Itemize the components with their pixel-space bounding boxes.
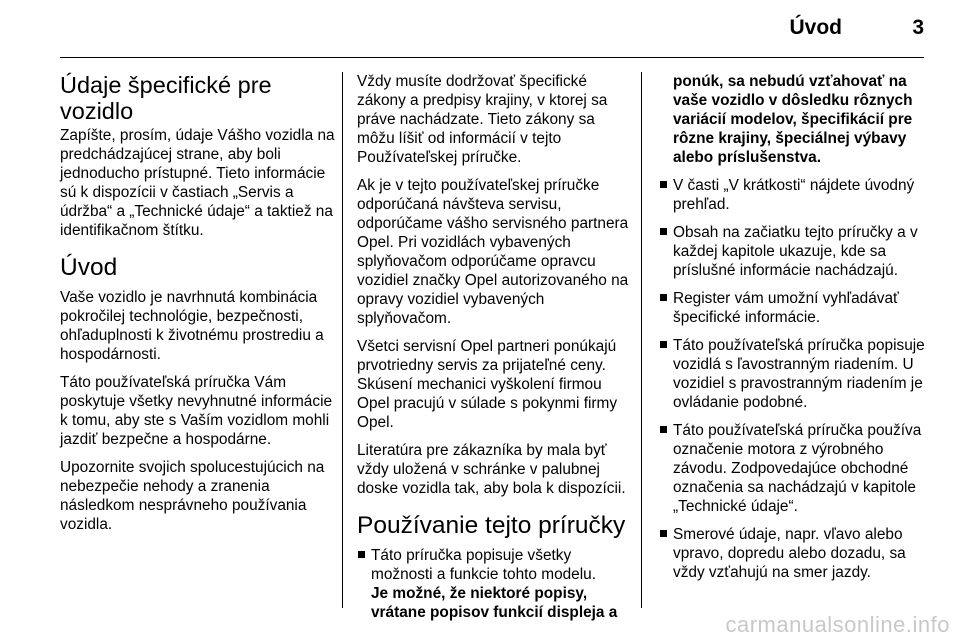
list-item: V časti „V krátkosti“ nájdete úvodný prehľad. <box>659 176 927 214</box>
paragraph: Vždy musíte dodržovať špecifické zákony a predpisy krajiny, v ktorej sa práve nachádzate. Tieto zákony sa môžu líšiť od informácií v tejto Používateľskej príručke. <box>357 73 608 166</box>
paragraph: Vaše vozidlo je navrhnutá kombinácia pokročilej technológie, bezpečnosti, ohľaduplnosti k životnému prostrediu a hospodárnosti. <box>60 289 324 363</box>
section-heading-introduction: Úvod <box>60 254 118 281</box>
list-item: Smerové údaje, napr. vľavo alebo vpravo, dopredu alebo dozadu, sa vždy vzťahujú na smer jazdy. <box>659 525 927 582</box>
list-item-text: Táto príručka popisuje všetky možnosti a funkcie tohto modelu. <box>371 547 596 583</box>
paragraph: Ak je v tejto používateľskej príručke odporúčaná návšteva servisu, odporúčame vášho servisného partnera Opel. Pri vozidlách vybavených splyňovačom odporúčame opravcu vozidiel značky Opel autorizovaného na opravy vozidiel vybavených splyňovačom. <box>357 177 629 327</box>
column-3 <box>659 72 927 591</box>
column-2 <box>357 72 635 631</box>
header-divider <box>60 57 924 58</box>
paragraph: Upozornite svojich spolucestujúcich na nebezpečie nehody a zranenia následkom nesprávneho používania vozidla. <box>60 459 325 533</box>
column-divider-1 <box>342 72 343 608</box>
paragraph: Literatúra pre zákazníka by mala byť vždy uložená v schránke v palubnej doske vozidla tak, aby bola k dispozícii. <box>357 442 626 497</box>
watermark-text: carmanualsonline.info <box>725 612 950 637</box>
paragraph: Všetci servisní Opel partneri ponúkajú prvotriedny servis za prijateľné ceny. Skúsení mechanici vyškolení firmou Opel pracujú v súlade s pokynmi firmy Opel. <box>357 338 618 431</box>
list-item-bold-text: Je možné, že niektoré popisy, vrátane popisov funkcií displeja a <box>371 585 618 621</box>
list-item: Register vám umožní vyhľadávať špecifické informácie. <box>659 289 927 327</box>
list-item: Táto používateľská príručka popisuje vozidlá s ľavostranným riadením. U vozidiel s pravostranným riadením je ovládanie podobné. <box>659 336 927 412</box>
bullet-list <box>659 176 927 582</box>
bullet-list <box>357 546 635 622</box>
section-heading-using-manual: Používanie tejto príručky <box>357 512 626 539</box>
list-item <box>357 546 635 622</box>
paragraph: Táto používateľská príručka Vám poskytuje všetky nevyhnutné informácie k tomu, aby ste s Vaším vozidlom mohli jazdiť bezpečne a hospodárne. <box>60 374 333 448</box>
list-item: Obsah na začiatku tejto príručky a v každej kapitole ukazuje, kde sa príslušné informácie nachádzajú. <box>659 223 927 280</box>
paragraph: Zapíšte, prosím, údaje Vášho vozidla na predchádzajúcej strane, aby boli jednoducho prístupné. Tieto informácie sú k dispozícii v častiach „Servis a údržba“ a „Technické údaje“ a taktiež na identifikačnom štítku. <box>60 127 335 239</box>
bold-continuation-text: ponúk, sa nebudú vzťahovať na vaše vozidlo v dôsledku rôznych variácií modelov, špecifikácií pre rôzne krajiny, špeciálnej výbavy alebo príslušenstva. <box>673 73 913 166</box>
section-heading-vehicle-data: Údaje špecifické pre vozidlo <box>60 72 272 124</box>
column-divider-2 <box>641 72 642 608</box>
page-header-title: Úvod <box>789 16 842 39</box>
column-1 <box>60 72 336 543</box>
page-number: 3 <box>912 16 924 39</box>
list-item: Táto používateľská príručka používa označenie motora z výrobného závodu. Zodpovedajúce obchodné označenia sa nachádzajú v kapitole „Technické údaje“. <box>659 421 927 516</box>
